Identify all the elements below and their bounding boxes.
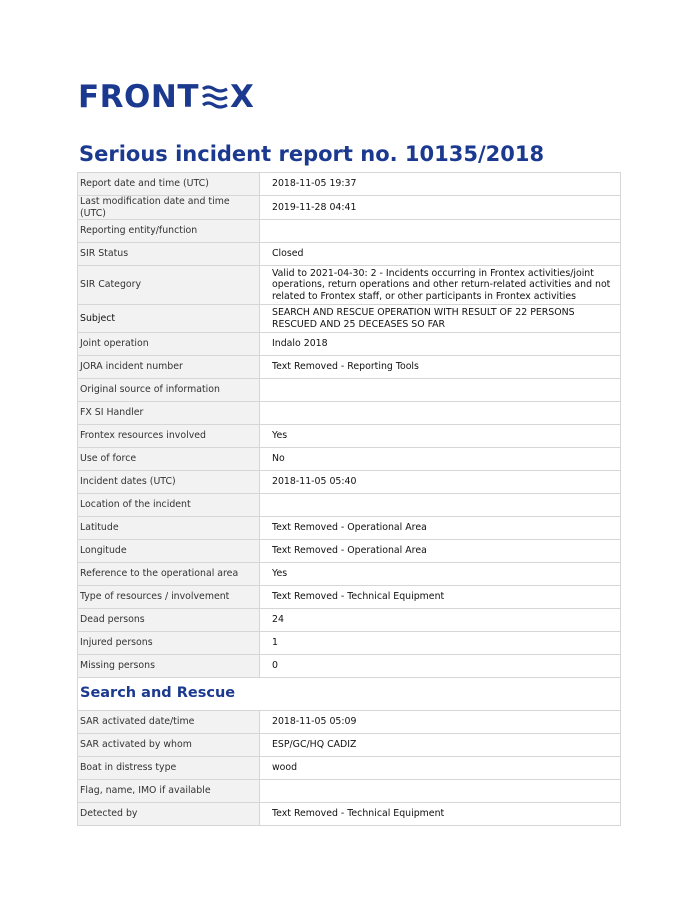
table-row [78, 333, 621, 356]
row-value: Yes [260, 563, 621, 586]
row-value: Text Removed - Technical Equipment [260, 586, 621, 609]
table-row [78, 734, 621, 757]
table-row [78, 609, 621, 632]
logo-text-right: X [230, 79, 255, 115]
table-row [78, 266, 621, 305]
row-label: Longitude [78, 540, 260, 563]
row-label: Last modification date and time (UTC) [78, 196, 260, 220]
table-row [78, 517, 621, 540]
table-row [78, 425, 621, 448]
row-value: Text Removed - Operational Area [260, 517, 621, 540]
row-label: Incident dates (UTC) [78, 471, 260, 494]
row-label: Subject [78, 305, 260, 333]
table-row [78, 655, 621, 678]
row-value: Valid to 2021-04-30: 2 - Incidents occurring in Frontex activities/joint operations, return operations and other return-related activities and not related to Frontex staff, or other participants in Frontex activities [260, 266, 621, 305]
row-value [260, 402, 621, 425]
row-label: Report date and time (UTC) [78, 173, 260, 196]
row-value: Text Removed - Operational Area [260, 540, 621, 563]
section-header-row [78, 678, 621, 711]
row-label: Frontex resources involved [78, 425, 260, 448]
row-value: No [260, 448, 621, 471]
table-row [78, 305, 621, 333]
table-row [78, 356, 621, 379]
table-row [78, 379, 621, 402]
row-label: Missing persons [78, 655, 260, 678]
report-sheet [77, 172, 621, 826]
row-value: Text Removed - Technical Equipment [260, 803, 621, 826]
row-value: 0 [260, 655, 621, 678]
table-row [78, 448, 621, 471]
table-row [78, 243, 621, 266]
row-label: SAR activated by whom [78, 734, 260, 757]
row-label: SIR Status [78, 243, 260, 266]
row-label: Injured persons [78, 632, 260, 655]
row-label: Reference to the operational area [78, 563, 260, 586]
row-value: 24 [260, 609, 621, 632]
row-value: 2018-11-05 05:40 [260, 471, 621, 494]
row-label: Boat in distress type [78, 757, 260, 780]
table-row [78, 402, 621, 425]
section-title: Search and Rescue [80, 684, 236, 701]
row-value [260, 494, 621, 517]
row-label: SAR activated date/time [78, 711, 260, 734]
row-value [260, 220, 621, 243]
logo-text-left: FRONT [78, 79, 199, 115]
page-title: Serious incident report no. 10135/2018 [79, 142, 545, 166]
row-label: SIR Category [78, 266, 260, 305]
row-value: SEARCH AND RESCUE OPERATION WITH RESULT OF 22 PERSONS RESCUED AND 25 DECEASES SO FAR [260, 305, 621, 333]
table-row [78, 540, 621, 563]
row-value [260, 379, 621, 402]
row-value: 2019-11-28 04:41 [260, 196, 621, 220]
table-row [78, 780, 621, 803]
table-row [78, 196, 621, 220]
row-label: Original source of information [78, 379, 260, 402]
table-row [78, 586, 621, 609]
row-label: Location of the incident [78, 494, 260, 517]
row-value: Indalo 2018 [260, 333, 621, 356]
row-label: Dead persons [78, 609, 260, 632]
section-title-cell [78, 678, 621, 711]
table-row [78, 632, 621, 655]
logo-wave-e-icon [201, 84, 229, 110]
table-row [78, 494, 621, 517]
row-label: Joint operation [78, 333, 260, 356]
table-row [78, 803, 621, 826]
row-label: Use of force [78, 448, 260, 471]
row-label: Reporting entity/function [78, 220, 260, 243]
table-row [78, 471, 621, 494]
table-row [78, 757, 621, 780]
row-value: Yes [260, 425, 621, 448]
row-value [260, 780, 621, 803]
table-row [78, 711, 621, 734]
row-value: wood [260, 757, 621, 780]
row-label: JORA incident number [78, 356, 260, 379]
table-row [78, 563, 621, 586]
row-value: 2018-11-05 05:09 [260, 711, 621, 734]
row-value: ESP/GC/HQ CADIZ [260, 734, 621, 757]
table-row [78, 220, 621, 243]
row-value: 1 [260, 632, 621, 655]
frontex-logo [78, 79, 255, 115]
report-table [77, 172, 621, 826]
row-label: Flag, name, IMO if available [78, 780, 260, 803]
row-label: Type of resources / involvement [78, 586, 260, 609]
row-label: Latitude [78, 517, 260, 540]
row-label: Detected by [78, 803, 260, 826]
row-value: 2018-11-05 19:37 [260, 173, 621, 196]
row-value: Closed [260, 243, 621, 266]
table-row [78, 173, 621, 196]
row-label: FX SI Handler [78, 402, 260, 425]
row-value: Text Removed - Reporting Tools [260, 356, 621, 379]
